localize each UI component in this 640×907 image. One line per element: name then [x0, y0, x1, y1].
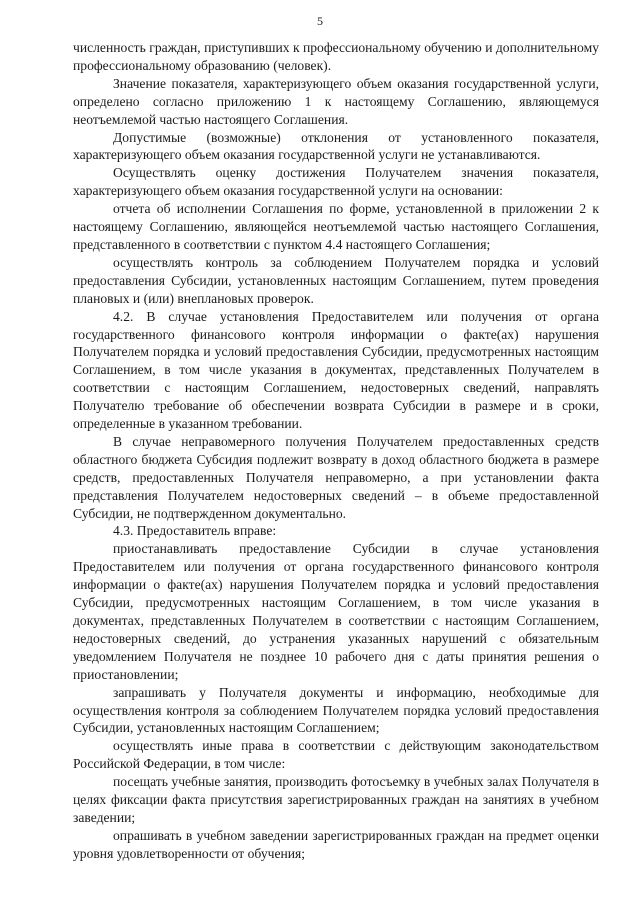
paragraph-4-3: 4.3. Предоставитель вправе: — [113, 523, 277, 539]
paragraph-report: отчета об исполнении Соглашения по форме, установленной в приложении 2 к настоящему Соглашению, являющейся неотъемлемой частью настоящего Соглашения, представленного в соответствии с пунктом 4.4 настоящего Соглашения; — [73, 201, 599, 252]
paragraph-deviations: Допустимые (возможные) отклонения от установленного показателя, характеризующего объем оказания государственной услуги не устанавливаются. — [73, 129, 599, 163]
paragraph-other-rights: осуществлять иные права в соответствии с действующим законодательством Российской Федерации, в том числе: — [73, 738, 599, 772]
page-number: 5 — [317, 14, 323, 28]
paragraph-request-documents: запрашивать у Получателя документы и информацию, необходимые для осуществления контроля за соблюдением Получателем порядка условий предоставления Субсидии, установленных настоящим Соглашением; — [73, 684, 599, 736]
paragraph-improper-receipt: В случае неправомерного получения Получателем предоставленных средств областного бюджета Субсидия подлежит возврату в доход областного бюджета в размере средств, предоставленных Получателя неправомерно, а при установлении факта представления Получателем недостоверных сведений – в объеме предоставленной Субсидии, не подтвержденном документально. — [73, 433, 599, 521]
paragraph-visit-classes: посещать учебные занятия, производить фотосъемку в учебных залах Получателя в целях фиксации факта присутствия зарегистрированных граждан на занятиях в учебном заведении; — [73, 774, 599, 825]
paragraph-indicator-value: Значение показателя, характеризующего объем оказания государственной услуги, определено согласно приложению 1 к настоящему Соглашению, являющемуся неотъемлемой частью настоящего Соглашения. — [73, 75, 599, 127]
paragraph-control: осуществлять контроль за соблюдением Получателем порядка и условий предоставления Субсидии, установленных настоящим Соглашением, путем проведения плановых и (или) внеплановых проверок. — [73, 254, 599, 306]
paragraph-suspend: приостанавливать предоставление Субсидии в случае установления Предоставителем или получения от органа государственного финансового контроля информации о факте(ах) нарушения Получателем порядка и условий предоставления Субсидии, предусмотренных настоящим Соглашением, в том числе указания в документах, представленных Получателем в соответствии с настоящим Соглашением, недостоверных сведений, до устранения указанных нарушений с обязательным уведомлением Получателя не позднее 10 рабочего дня с даты принятия решения о приостановлении; — [73, 541, 599, 682]
document-body — [73, 39, 599, 863]
paragraph-assessment: Осуществлять оценку достижения Получателем значения показателя, характеризующего объем оказания государственной услуги на основании: — [73, 165, 599, 199]
paragraph-survey: опрашивать в учебном заведении зарегистрированных граждан на предмет оценки уровня удовлетворенности от обучения; — [73, 827, 599, 861]
paragraph-continuation: численность граждан, приступивших к профессиональному обучению и дополнительному профессиональному образованию (человек). — [73, 40, 599, 73]
paragraph-4-2: 4.2. В случае установления Предоставителем или получения от органа государственного финансового контроля информации о факте(ах) нарушения Получателем порядка и условий предоставления Субсидии, предусмотренных настоящим Соглашением, в том числе указания в документах, представленных Получателем в соответствии с настоящим Соглашением, недостоверных сведений, направлять Получателю требование об обеспечении возврата Субсидии в размере и в сроки, определенные в указанном требовании. — [73, 308, 599, 432]
